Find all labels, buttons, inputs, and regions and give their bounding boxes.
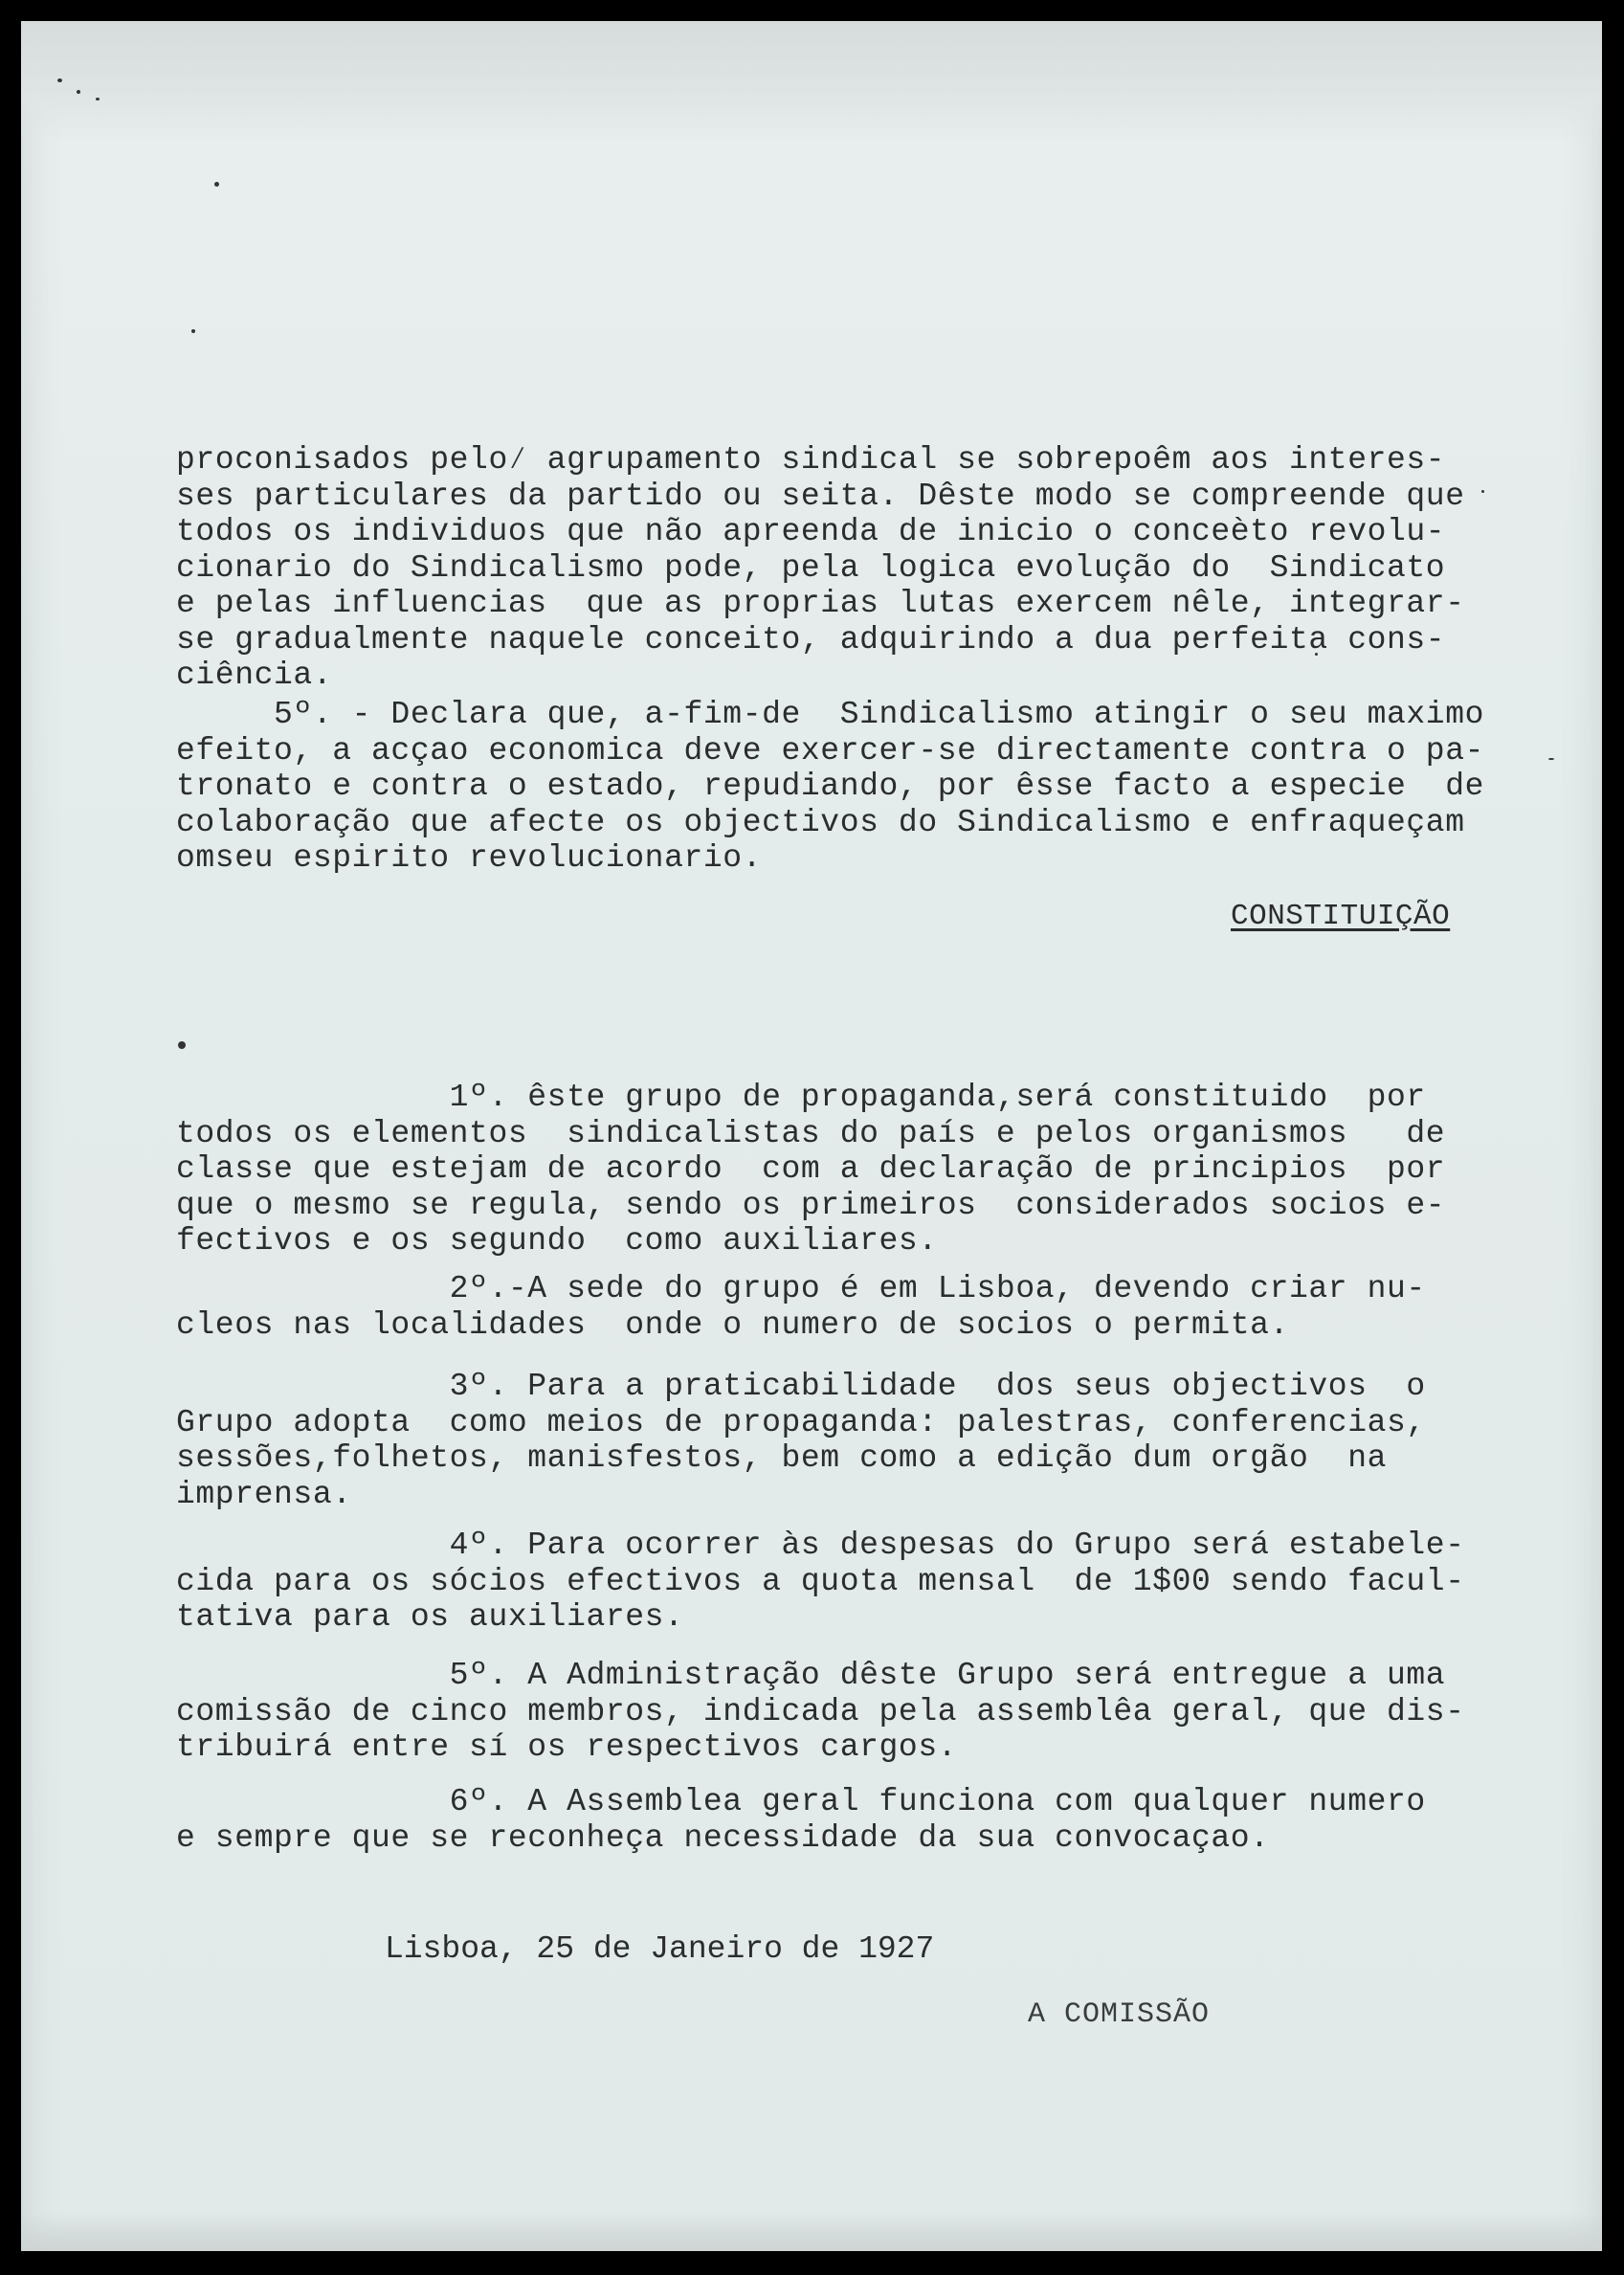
text-line: 5º. A Administração dêste Grupo será entregue a uma [176, 1658, 1446, 1693]
article-6 [176, 1784, 1478, 1856]
point-5-declaration [176, 697, 1485, 877]
text-line: tronato e contra o estado, repudiando, por êsse facto a especie de [176, 769, 1485, 804]
text-line: sessões,folhetos, manisfestos, bem como a edição dum orgão na [176, 1440, 1387, 1476]
text-line: classe que estejam de acordo com a declaração de principios por [176, 1151, 1446, 1187]
text-line: 2º.-A sede do grupo é em Lisboa, devendo criar nu- [176, 1271, 1426, 1306]
speck-mark [1481, 490, 1484, 493]
text-line: todos os elementos sindicalistas do país e pelos organismos de [176, 1115, 1446, 1151]
text-line: cleos nas localidades onde o numero de socios o permita. [176, 1306, 1289, 1343]
text-line: tribuirá entre sí os respectivos cargos. [176, 1729, 958, 1765]
text-line: efeito, a acçao economica deve exercer-se directamente contra o pa- [176, 732, 1485, 769]
article-4 [176, 1528, 1478, 1636]
intro-paragraph [176, 442, 1478, 694]
text-line: ciência. [176, 658, 333, 693]
text-line: 3º. Para a praticabilidade dos seus objectivos o [176, 1369, 1426, 1404]
scan-shadow-bottom [21, 2213, 1602, 2251]
text-line: 1º. êste grupo de propaganda,será constituido por [176, 1080, 1426, 1115]
text-line: cionario do Sindicalismo pode, pela logica evolução do Sindicato [176, 549, 1446, 586]
text-line: colaboração que afecte os objectivos do Sindicalismo e enfraqueçam [176, 804, 1465, 840]
scan-shadow-top [21, 21, 1602, 145]
text-line: fectivos e os segundo como auxiliares. [176, 1223, 938, 1259]
text-line: 4º. Para ocorrer às despesas do Grupo será estabele- [176, 1528, 1465, 1563]
text-line: 6º. A Assemblea geral funciona com qualquer numero [176, 1784, 1426, 1819]
text-line: 5º. - Declara que, a-fim-de Sindicalismo atingir o seu maximo [176, 697, 1485, 732]
speck-mark [178, 1041, 186, 1049]
text-line: ses particulares da partido ou seita. Dêste modo se compreende que [176, 478, 1465, 514]
text-line: proconisados pelo∕ agrupamento sindical se sobrepoêm aos interes- [176, 442, 1446, 478]
section-heading: CONSTITUIÇÃO [1231, 900, 1451, 933]
speck-mark [191, 329, 195, 333]
article-5 [176, 1658, 1478, 1766]
speck-mark [214, 182, 219, 187]
text-line: cida para os sócios efectivos a quota mensal de 1$00 sendo facul- [176, 1563, 1465, 1599]
speck-mark [96, 98, 100, 100]
text-line: todos os individuos que não apreenda de inicio o conceèto revolu- [176, 514, 1446, 549]
text-line: omseu espirito revolucionario. [176, 840, 763, 876]
text-line: se gradualmente naquele conceito, adquirindo a dua perfeita cons- [176, 621, 1446, 658]
speck-mark [77, 90, 80, 94]
speck-mark [1548, 758, 1554, 760]
text-line: que o mesmo se regula, sendo os primeiros considerados socios e- [176, 1187, 1446, 1223]
text-line: tativa para os auxiliares. [176, 1599, 684, 1635]
text-line: e pelas influencias que as proprias lutas exercem nêle, integrar- [176, 586, 1465, 621]
article-3 [176, 1369, 1478, 1512]
article-1 [176, 1080, 1478, 1260]
article-2 [176, 1271, 1478, 1343]
text-line: e sempre que se reconheça necessidade da sua convocaçao. [176, 1819, 1270, 1856]
date-line: Lisboa, 25 de Janeiro de 1927 [385, 1931, 935, 1967]
text-line: imprensa. [176, 1476, 352, 1512]
text-line: Grupo adopta como meios de propaganda: palestras, conferencias, [176, 1404, 1426, 1440]
text-line: comissão de cinco membros, indicada pela assemblêa geral, que dis- [176, 1693, 1465, 1729]
speck-mark [57, 78, 62, 82]
signature: A COMISSÃO [1028, 1998, 1211, 2031]
